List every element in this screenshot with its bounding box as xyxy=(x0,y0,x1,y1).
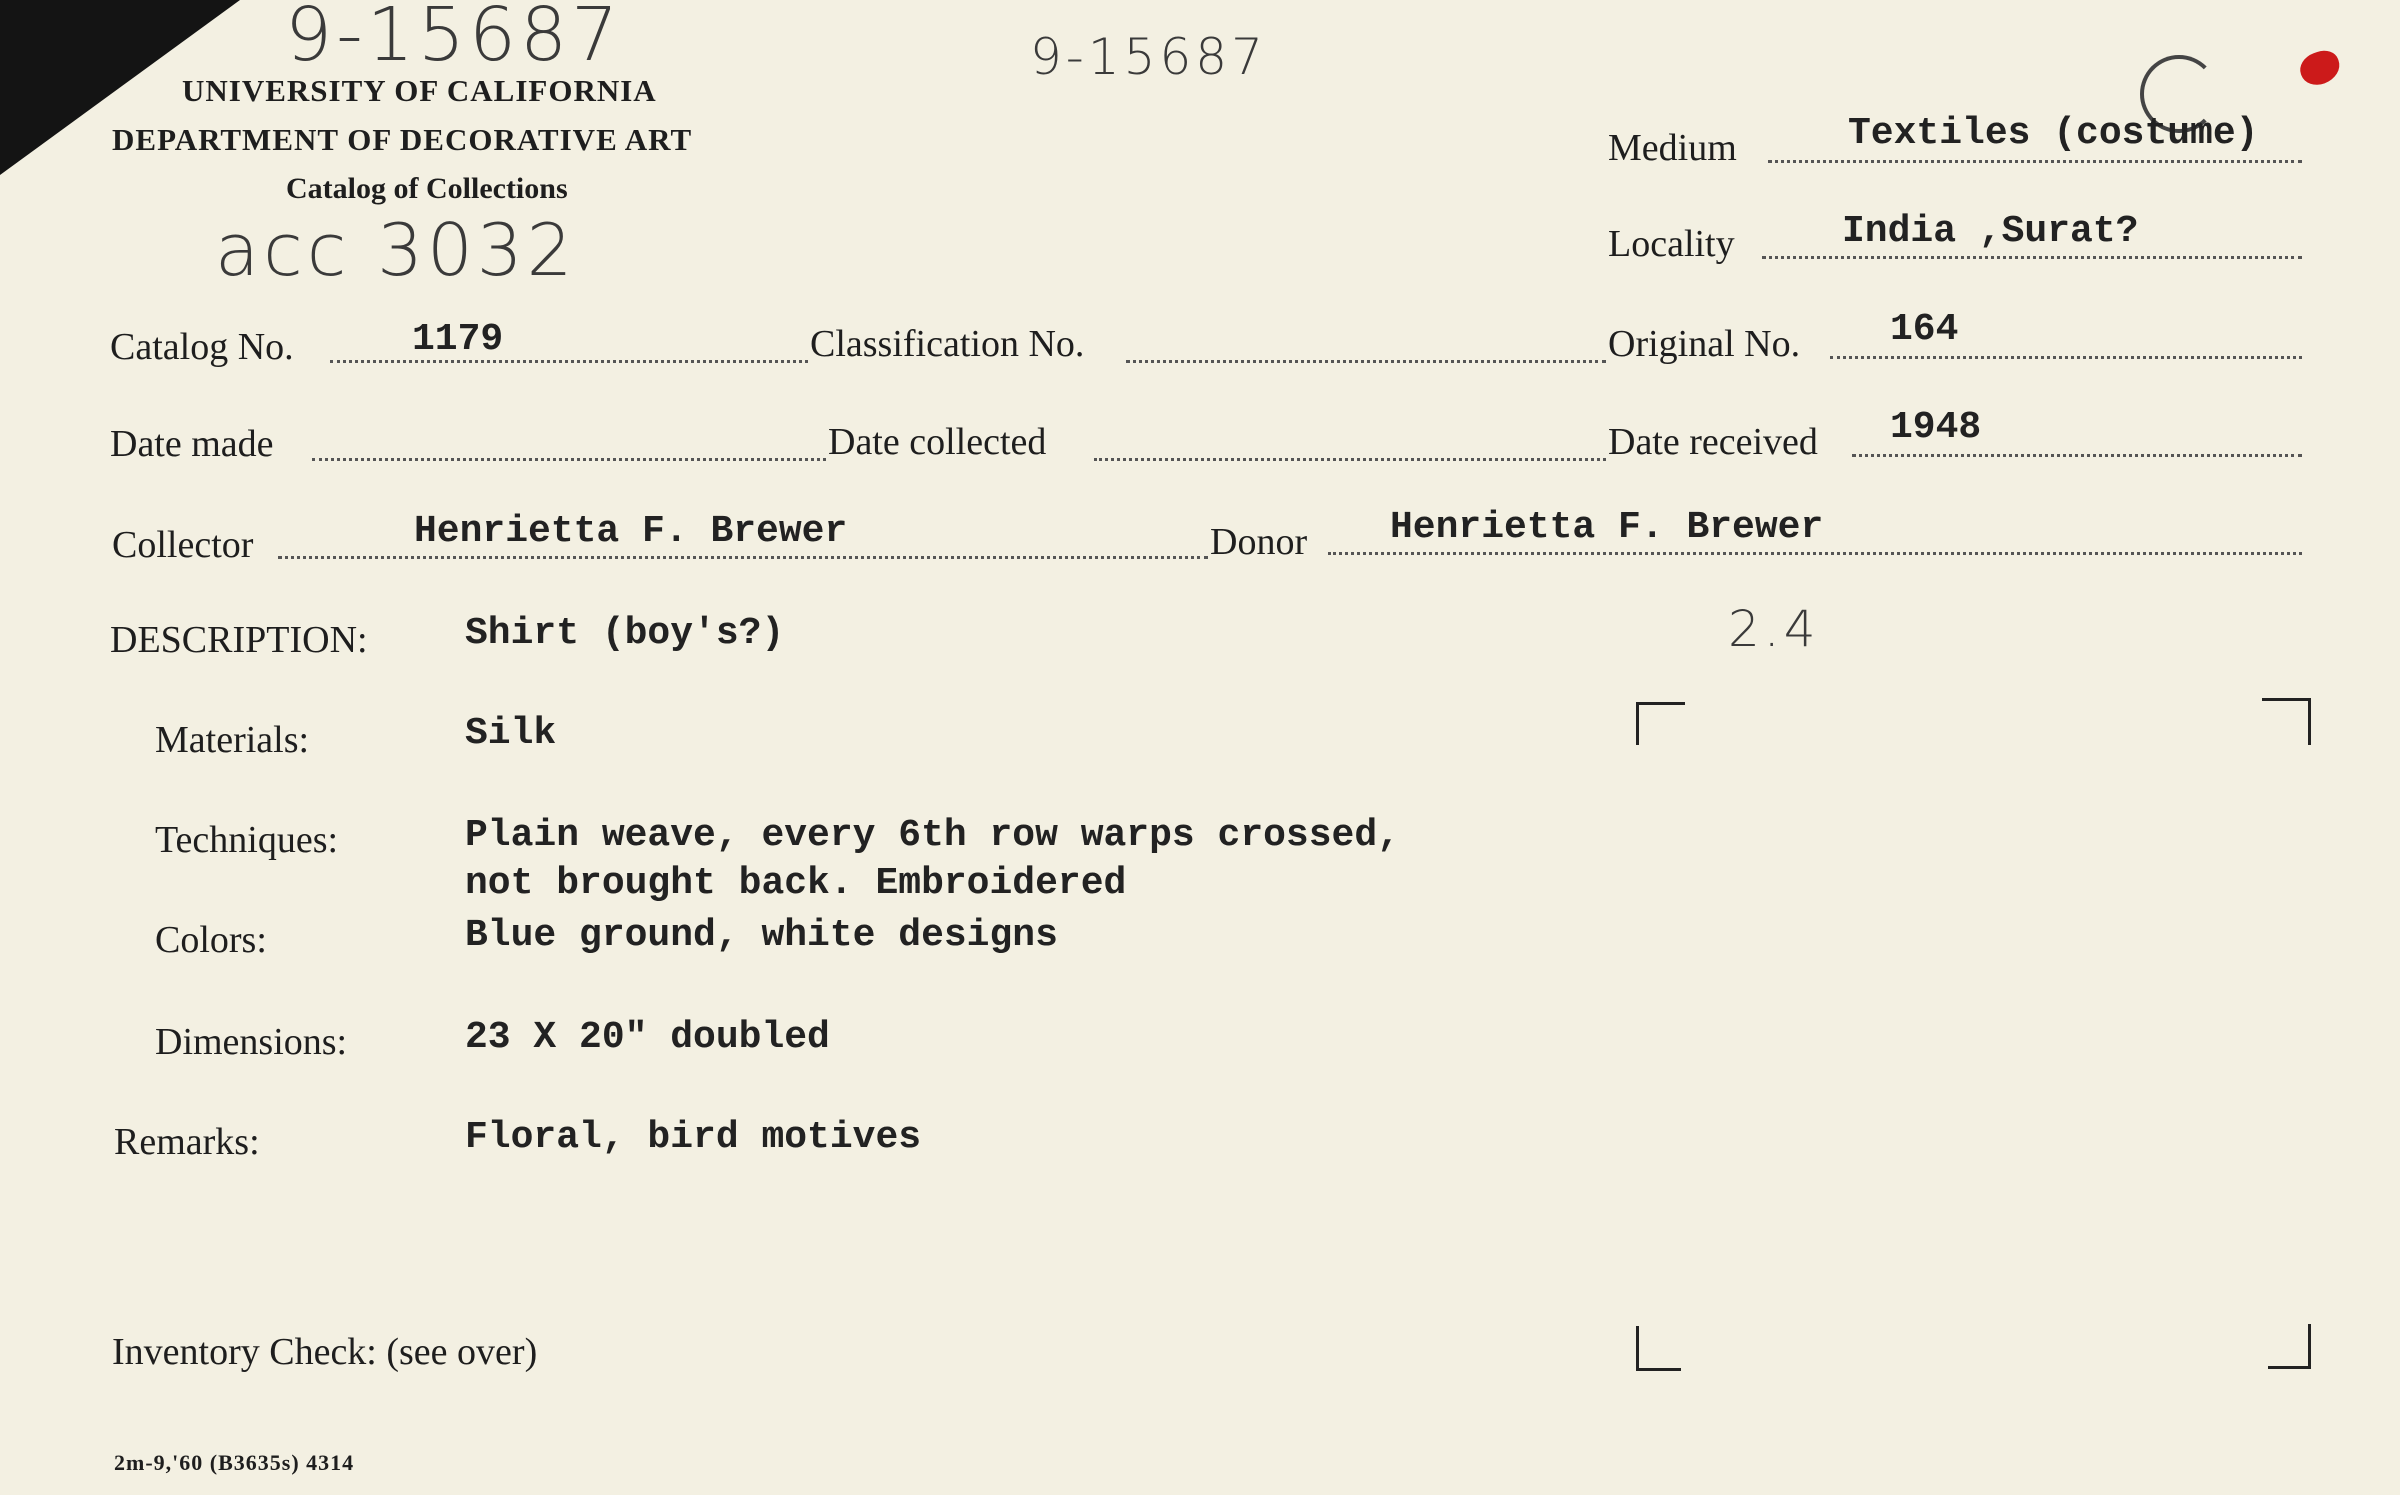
print-code: 2m-9,'60 (B3635s) 4314 xyxy=(114,1450,355,1475)
date-made-label: Date made xyxy=(110,423,274,465)
donor-dotted-line xyxy=(1328,552,2302,555)
medium-value: Textiles (costume) xyxy=(1848,112,2259,155)
locality-label: Locality xyxy=(1608,223,1735,265)
bracket-bottom-left xyxy=(1636,1326,1681,1371)
description-value: Shirt (boy's?) xyxy=(465,612,785,655)
bracket-top-right xyxy=(2262,698,2311,745)
handwritten-corner-mark: 2.4 xyxy=(1728,600,1820,658)
materials-label: Materials: xyxy=(155,719,310,761)
materials-value: Silk xyxy=(465,712,557,755)
remarks-label: Remarks: xyxy=(114,1121,260,1163)
catalog-no-value: 1179 xyxy=(412,318,504,361)
handwritten-number-top-center: 9-15687 xyxy=(1030,28,1267,86)
dimensions-value: 23 X 20" doubled xyxy=(465,1016,830,1059)
colors-label: Colors: xyxy=(155,919,267,961)
date-collected-dotted-line xyxy=(1094,458,1606,461)
original-no-dotted-line xyxy=(1830,356,2302,359)
locality-dotted-line xyxy=(1762,256,2302,259)
original-no-label: Original No. xyxy=(1608,323,1801,365)
handwritten-number-top-left: 9-15687 xyxy=(285,0,623,78)
donor-value: Henrietta F. Brewer xyxy=(1390,506,1824,549)
classification-no-dotted-line xyxy=(1126,360,1606,363)
bracket-top-left xyxy=(1636,702,1685,745)
techniques-label: Techniques: xyxy=(155,819,339,861)
techniques-value-line1: Plain weave, every 6th row warps crossed, xyxy=(465,814,1400,857)
collector-value: Henrietta F. Brewer xyxy=(414,510,848,553)
collector-dotted-line xyxy=(278,556,1208,559)
header-department: DEPARTMENT OF DECORATIVE ART xyxy=(112,122,693,157)
header-catalog: Catalog of Collections xyxy=(286,172,568,205)
techniques-value-line2: not brought back. Embroidered xyxy=(465,862,1127,905)
date-received-value: 1948 xyxy=(1890,406,1982,449)
header-university: UNIVERSITY OF CALIFORNIA xyxy=(182,73,657,108)
collector-label: Collector xyxy=(112,524,254,566)
catalog-no-dotted-line xyxy=(330,360,808,363)
classification-no-label: Classification No. xyxy=(810,323,1085,365)
bracket-bottom-right xyxy=(2268,1324,2311,1369)
medium-dotted-line xyxy=(1768,160,2302,163)
dimensions-label: Dimensions: xyxy=(155,1021,348,1063)
date-received-dotted-line xyxy=(1852,454,2302,457)
locality-value: India ,Surat? xyxy=(1842,210,2139,253)
inventory-check: Inventory Check: (see over) xyxy=(112,1331,538,1373)
catalog-no-label: Catalog No. xyxy=(110,326,294,368)
description-label: DESCRIPTION: xyxy=(110,619,368,661)
date-received-label: Date received xyxy=(1608,421,1818,463)
original-no-value: 164 xyxy=(1890,308,1959,351)
handwritten-acc-number: acc 3032 xyxy=(215,208,577,292)
remarks-value: Floral, bird motives xyxy=(465,1116,922,1159)
medium-label: Medium xyxy=(1608,127,1737,169)
donor-label: Donor xyxy=(1210,521,1308,563)
date-collected-label: Date collected xyxy=(828,421,1047,463)
date-made-dotted-line xyxy=(312,458,826,461)
colors-value: Blue ground, white designs xyxy=(465,914,1058,957)
red-dot-mark xyxy=(2296,46,2345,90)
